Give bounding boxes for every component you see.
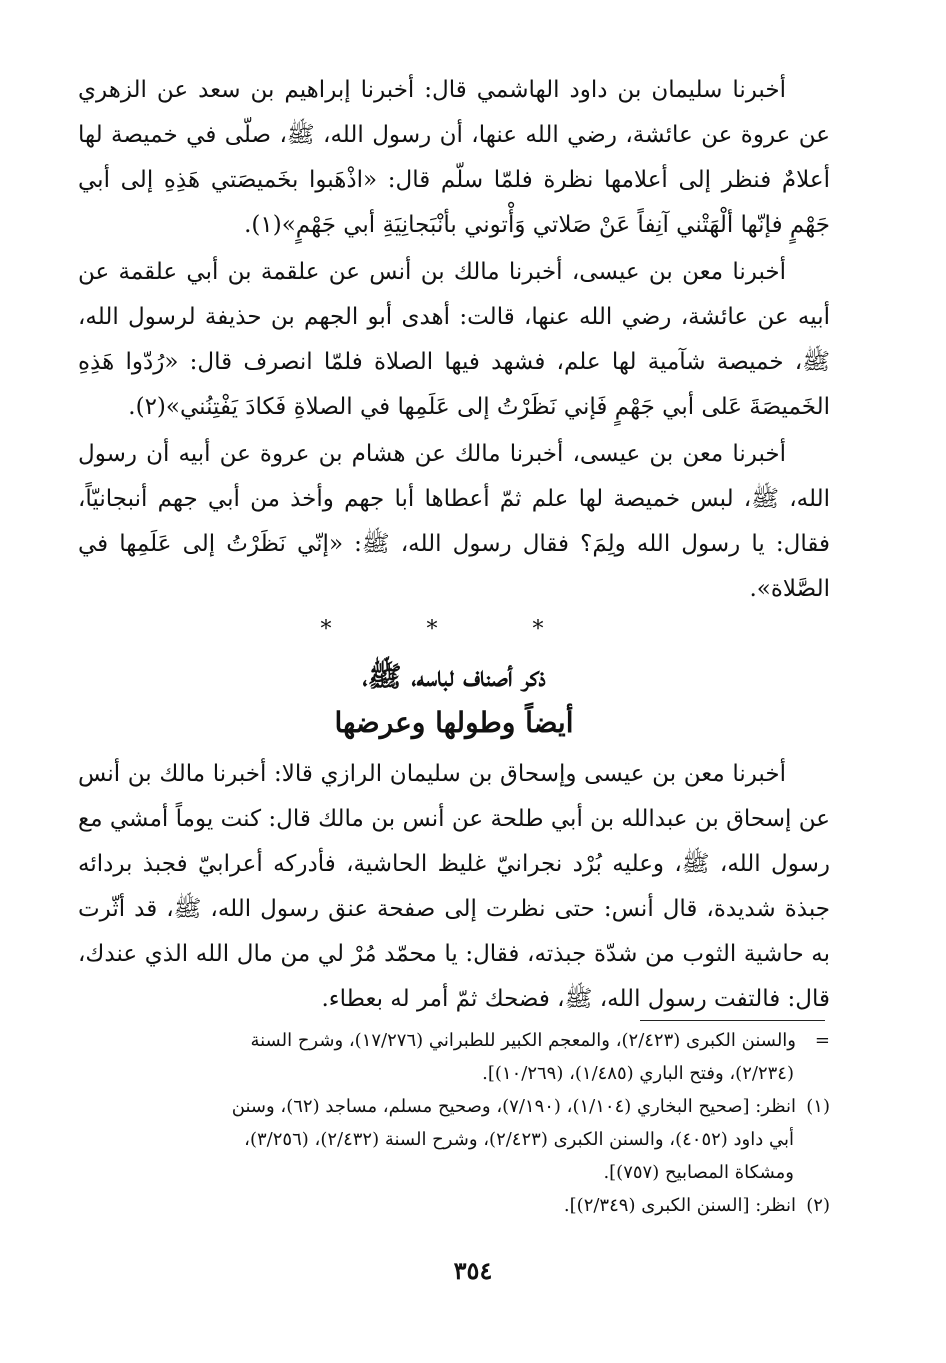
footnote-1-line-1 [86, 1090, 830, 1123]
page-number: ٣٥٤ [453, 1256, 493, 1285]
footnote-2-mark: (٢) [806, 1195, 830, 1216]
main-text [78, 68, 830, 1022]
footnote-continuation-line-1 [86, 1024, 830, 1057]
hadith-paragraph-4: أخبرنا معن بن عيسى وإسحاق بن سليمان الرازي قالا: أخبرنا مالك بن أنس عن إسحاق بن عبدالله بن أبي طلحة عن أنس بن مالك قال: كنت يوماً أمشي مع رسول الله، ﷺ، وعليه بُرْد نجرانيّ غليظ الحاشية، فأدركه أعرابيّ فجبذ بردائه جبذة شديدة، قال أنس: حتى نظرت إلى صفحة عنق رسول الله، ﷺ، قد أثّرت به حاشية الثوب من شدّة جبذته، فقال: يا محمّد مُرْ لي من مال الله الذي عندك، قال: فالتفت رسول الله، ﷺ، فضحك ثمّ أمر له بعطاء. [78, 761, 830, 1012]
footnote-continuation-mark: = [814, 1030, 830, 1051]
section-heading-line-2: أيضاً وطولها وعرضها [334, 706, 574, 739]
footnote-separator [640, 1020, 825, 1021]
hadith-paragraph-1: أخبرنا سليمان بن داود الهاشمي قال: أخبرنا إبراهيم بن سعد عن الزهري عن عروة عن عائشة، رضي الله عنها، أن رسول الله، ﷺ، صلّى في خميصة لها أعلامٌ فنظر إلى أعلامها نظرة فلمّا سلّم قال: «اذْهَبوا بخَميصَتي هَذِهِ إلى أبي جَهْمٍ فإنّها ألْهَتْني آنِفاً عَنْ صَلاتي وَأْتوني بأنْبَجانِيَةِ أبي جَهْمٍ»(١). [78, 77, 830, 238]
footnotes [86, 1024, 830, 1222]
hadith-paragraph-2: أخبرنا معن بن عيسى، أخبرنا مالك بن أنس عن علقمة بن أبي علقمة عن أبيه عن عائشة، رضي الله عنها، قالت: أهدى أبو الجهم بن حذيفة لرسول الله، ﷺ، خميصة شآمية لها علم، فشهد فيها الصلاة فلمّا انصرف قال: «رُدّوا هَذِهِ الخَميصَةَ عَلى أبي جَهْمٍ فَإني نَظَرْتُ إلى عَلَمِها في الصلاةِ فَكادَ يَفْتِنُني»(٢). [78, 259, 830, 420]
footnote-text: انظر: [السنن الكبرى (٢/٣٤٩)]. [563, 1195, 796, 1216]
footnote-continuation-line-2: (٢/٢٣٤)، وفتح الباري (١/٤٨٥)، (١٠/٢٦٩)]. [482, 1063, 794, 1084]
footnote-1-mark: (١) [806, 1096, 830, 1117]
footnote-2-line-1 [86, 1189, 830, 1222]
section-heading-line-1: ذكر أصناف لباسه، ﷺ، [362, 660, 546, 693]
footnote-text: انظر: [صحيح البخاري (١/١٠٤)، (٧/١٩٠)، وصحيح مسلم، مساجد (٦٢)، وسنن [231, 1096, 796, 1117]
footnote-1-line-3: ومشكاة المصابيح (٧٥٧)]. [603, 1162, 794, 1183]
hadith-paragraph-3: أخبرنا معن بن عيسى، أخبرنا مالك عن هشام بن عروة عن أبيه أن رسول الله، ﷺ، لبس خميصة لها علم ثمّ أعطاها أبا جهم وأخذ من أبي جهم أنبجانيّاً، فقال: يا رسول الله ولِمَ؟ فقال رسول الله، ﷺ: «إنّي نَظَرْتُ إلى عَلَمِها في الصَّلاة». [78, 441, 830, 602]
section-divider-stars: * * * [320, 617, 588, 642]
footnote-text: والسنن الكبرى (٢/٤٢٣)، والمعجم الكبير للطبراني (١٧/٢٧٦)، وشرح السنة [250, 1030, 796, 1051]
footnote-1-line-2: أبي داود (٤٠٥٢)، والسنن الكبرى (٢/٤٢٣)، وشرح السنة (٢/٤٣٢)، (٣/٢٥٦)، [244, 1129, 794, 1150]
